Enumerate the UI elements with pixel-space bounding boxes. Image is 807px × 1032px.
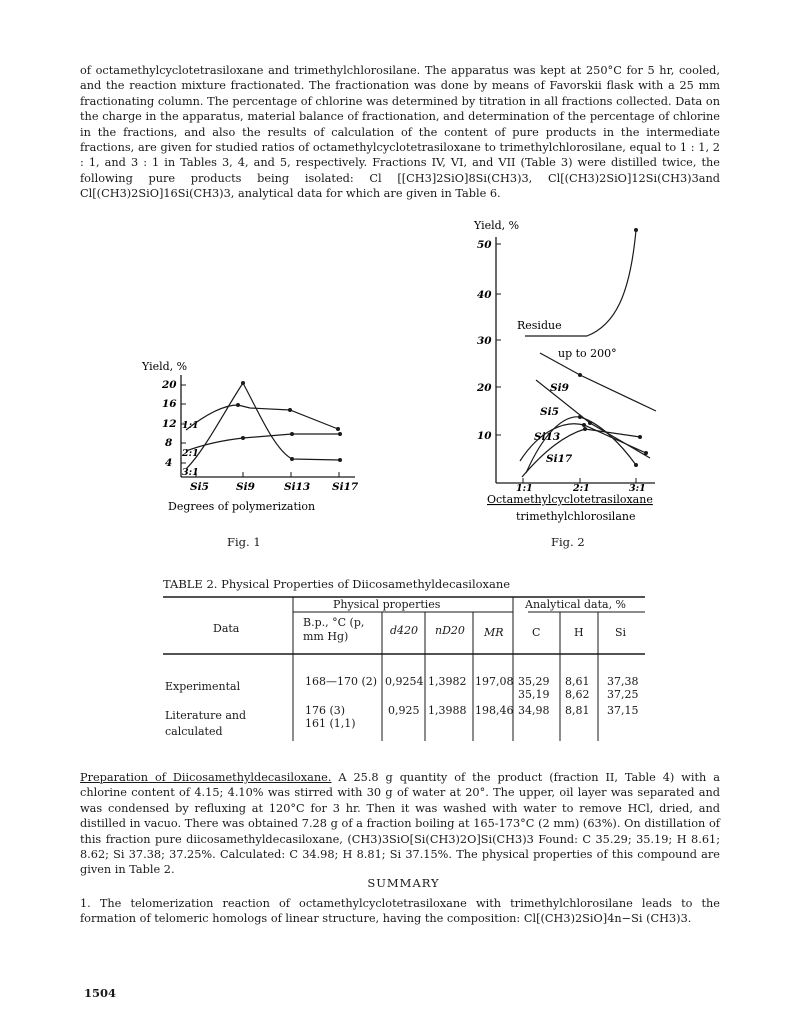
preparation-heading: Preparation of Diicosamethyldecasiloxane. — [80, 771, 332, 784]
table2 — [163, 596, 645, 744]
fig2-xlabel-bottom: trimethylchlorosilane — [516, 510, 636, 523]
table2-cell: 37,15 — [607, 704, 639, 717]
fig2-ytick: 40 — [477, 289, 492, 301]
table2-cell: 1,3982 — [428, 675, 467, 688]
fig1-curve-1to1 — [186, 405, 338, 430]
fig2-xticks — [516, 478, 646, 494]
figure-2 — [460, 215, 680, 525]
fig2-ylabel: Yield, % — [474, 219, 520, 232]
fig1-ytick: 20 — [162, 379, 177, 391]
preparation-body: A 25.8 g quantity of the product (fraction II, Table 4) with a chlorine content of 4.15; 4.10% was stirred with 30 g of water at 20°. The upper, oil layer was separated and was condensed by refluxing at 120°C for 3 hr. Then it was washed with water to remove HCl, dried, and distilled in vacuo. There was obtained 7.28 g of a fraction boiling at 165-173°C (2 mm) (63%). On distillation of this fraction pure diicosamethyldecasiloxane, (CH3)3SiO[Si(CH3)2O]Si(CH3)3 Found: C 35.29; 35.19; H 8.61; 8.62; Si 37.38; 37.25%. Calculated: C 34.98; H 8.81; Si 37.15%. The physical properties of this compound are given in Table 2. — [80, 771, 720, 877]
fig1-xtick: Si9 — [236, 481, 255, 493]
table2-title: TABLE 2. Physical Properties of Diicosamethyldecasiloxane — [163, 577, 511, 591]
fig1-ytick: 8 — [165, 437, 173, 449]
fig1-ratio-label: 1:1 — [182, 420, 199, 431]
table2-col-header: Si — [615, 626, 627, 639]
fig2-xlabel-top: Octamethylcyclotetrasiloxane — [487, 493, 653, 506]
fig1-ytick: 12 — [162, 418, 177, 430]
fig1-ratio-label: 2:1 — [182, 448, 199, 459]
fig1-ytick: 16 — [162, 398, 177, 410]
fig2-caption: Fig. 2 — [551, 535, 585, 549]
fig1-xtick: Si5 — [190, 481, 209, 493]
table2-col-header: Data — [213, 622, 240, 635]
table2-cell: 8,61 8,62 — [565, 675, 590, 701]
table2-cell: 37,38 37,25 — [607, 675, 639, 701]
fig1-points — [236, 381, 342, 462]
fig1-xtick: Si17 — [332, 481, 359, 493]
fig2-yticks — [476, 239, 501, 442]
intro-paragraph: of octamethylcyclotetrasiloxane and trimethylchlorosilane. The apparatus was kept at 250°C for 5 hr, cooled, and the reaction mixture fractionated. The fractionation was done by means of Favorskii flask with a 25 mm fractionating column. The percentage of chlorine was determined by titration in all fractions collected. Data on the charge in the apparatus, material balance of fractionation, and determination of the percentage of chlorine in the fractions, and also the results of calculation of the content of pure products in the intermediate fractions, are given for studied ratios of octamethylcyclotetrasiloxane to trimethylchlorosilane, equal to 1 : 1, 2 : 1, and 3 : 1 in Tables 3, 4, and 5, respectively. Fractions IV, VI, and VII (Table 3) were distilled twice, the following pure products being isolated: Cl [[CH3]2SiO]8Si(CH3)3, Cl[(CH3)2SiO]12Si(CH3)3and Cl[(CH3)2SiO]16Si(CH3)3, analytical data for which are given in Table 6. — [80, 64, 720, 201]
fig2-xtick: 1:1 — [516, 483, 533, 494]
fig1-caption: Fig. 1 — [227, 535, 261, 549]
fig2-curve-si5 — [526, 417, 636, 473]
fig2-label-residue: Residue — [517, 319, 562, 332]
table2-cell: Literature and calculated — [165, 709, 247, 738]
table2-cell: 8,81 — [565, 704, 590, 717]
preparation-paragraph — [80, 770, 720, 878]
fig1-ratio-label: 3:1 — [182, 467, 199, 478]
fig2-label-si9: Si9 — [550, 382, 569, 394]
summary-paragraph: 1. The telomerization reaction of octamethylcyclotetrasiloxane with trimethylchlorosilane leads to the formation of telomeric homologs of linear structure, having the composition: Cl[(CH3)2SiO]4n−Si (CH3)3. — [80, 897, 720, 926]
table2-cell: 197,08 — [475, 675, 514, 688]
fig2-xtick: 3:1 — [629, 483, 646, 494]
table2-group-header: Analytical data, % — [525, 598, 627, 611]
table2-cell: 0,9254 — [385, 675, 424, 688]
fig2-label-up-to-200: up to 200° — [558, 347, 617, 360]
table2-cell: 35,29 35,19 — [518, 675, 550, 701]
fig2-ytick: 10 — [477, 430, 492, 442]
table2-group-header: Physical properties — [333, 598, 441, 611]
summary-heading: SUMMARY — [367, 876, 440, 890]
table2-cell: 198,46 — [475, 704, 514, 717]
fig2-xtick: 2:1 — [573, 483, 590, 494]
fig2-label-si13: Si13 — [534, 431, 561, 443]
fig2-ytick: 30 — [477, 335, 492, 347]
table2-col-header: MR — [484, 626, 504, 639]
fig2-label-si5: Si5 — [540, 406, 559, 418]
fig1-ylabel: Yield, % — [142, 360, 188, 373]
fig2-label-si17: Si17 — [546, 453, 573, 465]
table2-cell: 1,3988 — [428, 704, 467, 717]
table2-cell: 176 (3) 161 (1,1) — [305, 704, 356, 730]
fig1-ytick: 4 — [165, 457, 173, 469]
table2-col-header: d420 — [390, 624, 419, 637]
table2-cell: 168—170 (2) — [305, 675, 378, 688]
table2-col-header: B.p., °C (p, mm Hg) — [303, 616, 365, 643]
table2-col-header: H — [574, 626, 584, 639]
table2-cell: 0,925 — [388, 704, 420, 717]
page-number: 1504 — [84, 986, 117, 1000]
table2-col-header: nD20 — [435, 624, 465, 637]
table2-cell: Experimental — [165, 680, 241, 693]
fig2-ytick: 50 — [477, 239, 492, 251]
fig2-ytick: 20 — [477, 382, 492, 394]
table2-cell: 34,98 — [518, 704, 550, 717]
fig1-xlabel: Degrees of polymerization — [168, 500, 316, 513]
fig1-curve-2to1 — [186, 434, 340, 451]
figure-1 — [120, 355, 370, 525]
fig1-xticks — [190, 472, 359, 493]
fig1-curve-3to1 — [186, 383, 340, 469]
table2-col-header: C — [532, 626, 541, 639]
fig1-xtick: Si13 — [284, 481, 311, 493]
